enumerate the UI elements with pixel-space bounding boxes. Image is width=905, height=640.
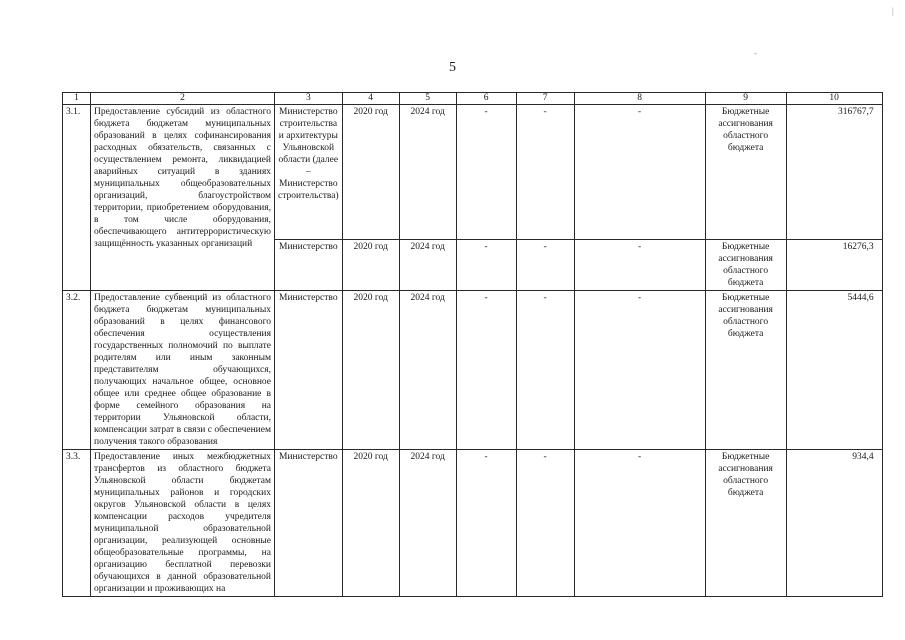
funding-amount: 5444,6 <box>786 291 882 450</box>
end-year: 2024 год <box>399 450 456 597</box>
cell-dash: - <box>516 450 574 597</box>
end-year: 2024 год <box>399 240 456 291</box>
end-year: 2024 год <box>399 105 456 240</box>
start-year: 2020 год <box>342 291 399 450</box>
cell-dash: - <box>574 291 705 450</box>
cell-dash: - <box>456 291 516 450</box>
cell-dash: - <box>574 450 705 597</box>
cell-dash: - <box>456 240 516 291</box>
column-number: 3 <box>275 93 343 105</box>
cell-dash: - <box>456 105 516 240</box>
item-description: Предоставление субвенций из областного бюджета бюджетам муниципальных образований в целях финансового обеспечения осуществления государственных полномочий по выплате родителям или иным законным представителям обучающихся, получающих начальное общее, основное общее или среднее общее образование в форме семейного образования на территории Ульяновской области, компенсации затрат в связи с обеспечением получения такого образования <box>91 291 275 450</box>
funding-source: Бюджетные ассигнования областного бюджета <box>705 105 786 240</box>
funding-source: Бюджетные ассигнования областного бюджета <box>705 450 786 597</box>
scan-speck: | <box>892 6 894 16</box>
column-number: 5 <box>399 93 456 105</box>
column-number: 9 <box>705 93 786 105</box>
column-number: 4 <box>342 93 399 105</box>
measures-table <box>62 92 883 597</box>
column-number: 8 <box>574 93 705 105</box>
executor: Министерство <box>275 291 343 450</box>
cell-dash: - <box>574 105 705 240</box>
funding-amount: 16276,3 <box>786 240 882 291</box>
column-number: 2 <box>91 93 275 105</box>
column-number: 1 <box>63 93 91 105</box>
start-year: 2020 год <box>342 240 399 291</box>
executor: Министерство строительства и архитектуры Ульяновской области (далее – Министерство строительства) <box>275 105 343 240</box>
executor: Министерство <box>275 450 343 597</box>
item-description: Предоставление иных межбюджетных трансфертов из областного бюджета Ульяновской области бюджетам муниципальных районов и городских округов Ульяновской области в целях компенсации расходов учредителя муниципальной образовательной организации, реализующей основные общеобразовательные программы, на организацию бесплатной перевозки обучающихся в данной образовательной организации и проживающих на <box>91 450 275 597</box>
cell-dash: - <box>516 291 574 450</box>
cell-dash: - <box>516 105 574 240</box>
table-row <box>63 450 883 597</box>
column-number: 10 <box>786 93 882 105</box>
item-number: 3.2. <box>63 291 91 450</box>
page-number: 5 <box>449 60 456 75</box>
item-number: 3.3. <box>63 450 91 597</box>
funding-amount: 934,4 <box>786 450 882 597</box>
start-year: 2020 год <box>342 105 399 240</box>
item-number: 3.1. <box>63 105 91 291</box>
funding-source: Бюджетные ассигнования областного бюджета <box>705 291 786 450</box>
table-row <box>63 291 883 450</box>
column-number: 7 <box>516 93 574 105</box>
cell-dash: - <box>516 240 574 291</box>
table-header-row <box>63 93 883 105</box>
table-row <box>63 105 883 240</box>
cell-dash: - <box>456 450 516 597</box>
scan-speck: - <box>754 48 757 58</box>
executor: Министерство <box>275 240 343 291</box>
cell-dash: - <box>574 240 705 291</box>
end-year: 2024 год <box>399 291 456 450</box>
funding-amount: 316767,7 <box>786 105 882 240</box>
funding-source: Бюджетные ассигнования областного бюджета <box>705 240 786 291</box>
item-description: Предоставление субсидий из областного бюджета бюджетам муниципальных образований в целях софинансирования расходных обязательств, связанных с осуществлением ремонта, ликвидацией аварийных ситуаций в зданиях муниципальных общеобразовательных организаций, благоустройством территории, приобретением оборудования, в том числе оборудования, обеспечивающего антитеррористическую защищённость указанных организаций <box>91 105 275 291</box>
start-year: 2020 год <box>342 450 399 597</box>
column-number: 6 <box>456 93 516 105</box>
